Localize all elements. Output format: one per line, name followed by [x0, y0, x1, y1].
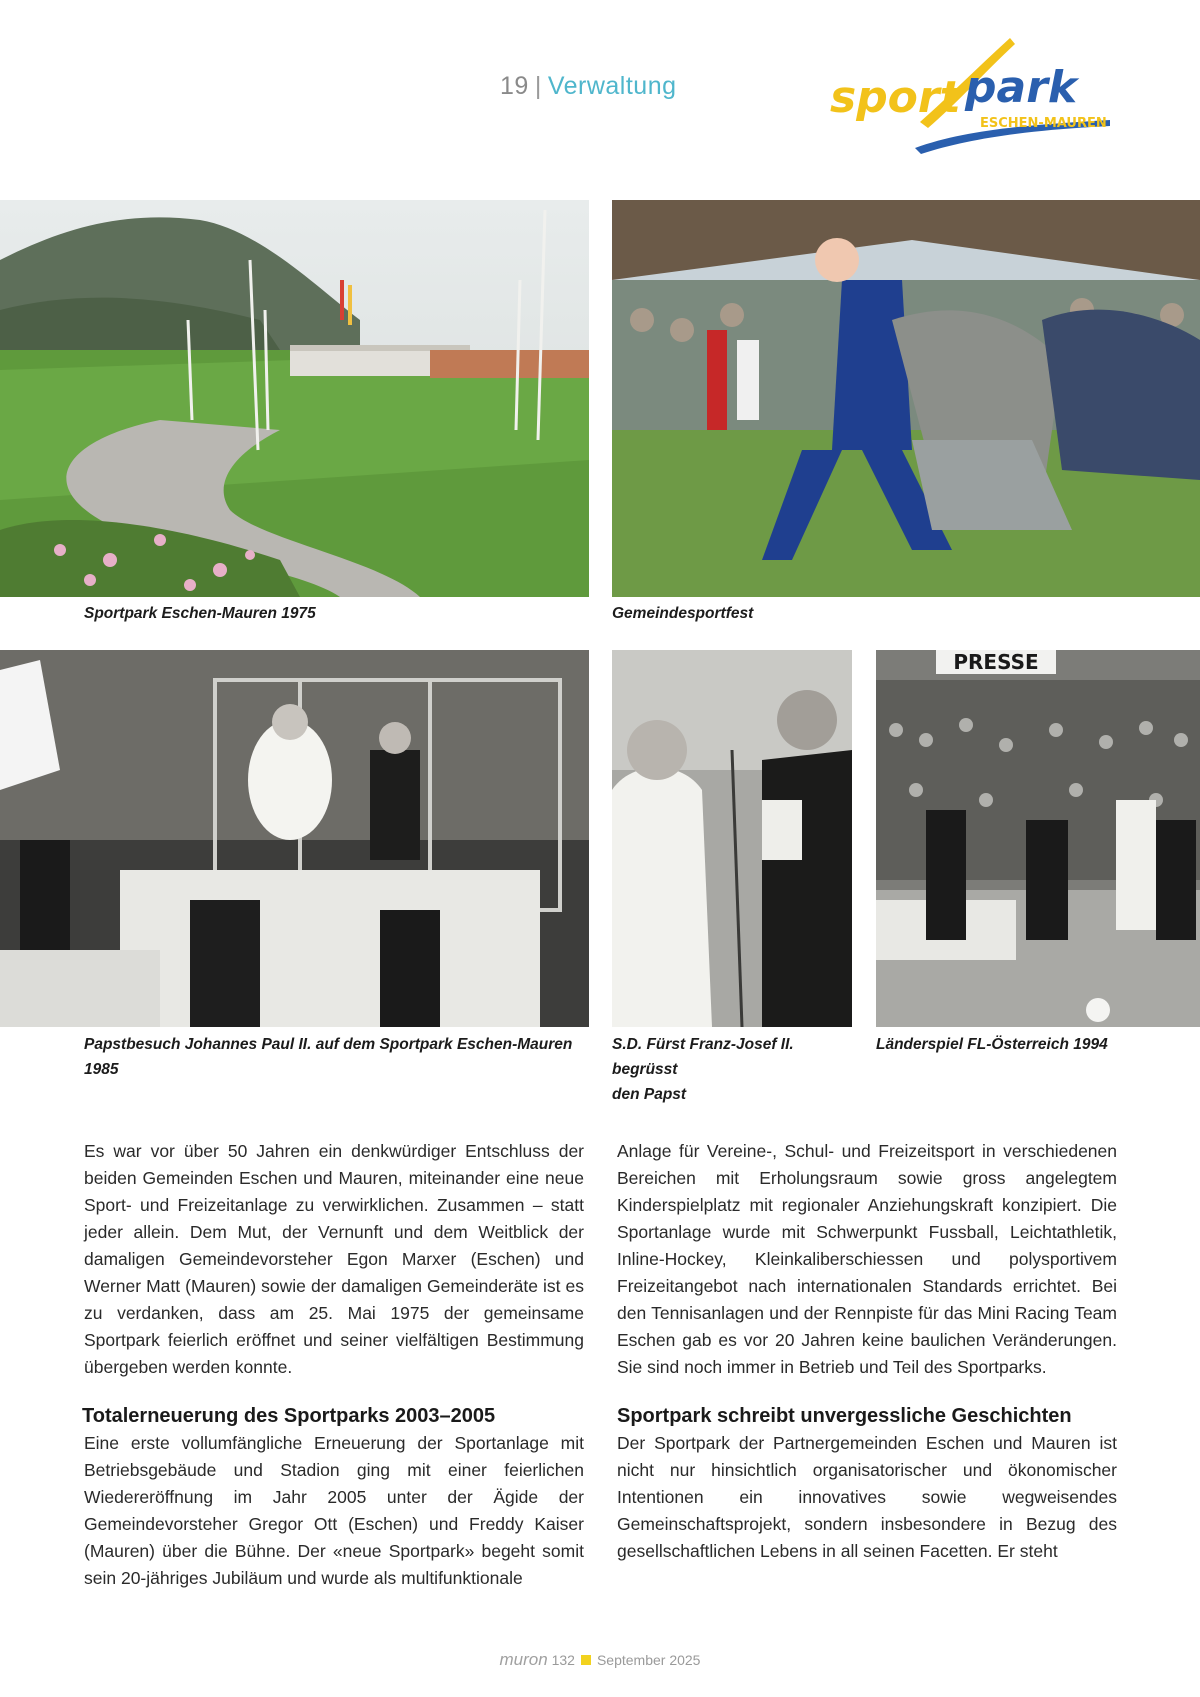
- caption-line: den Papst: [612, 1086, 687, 1103]
- page-number: 19: [500, 72, 529, 100]
- magazine-name: muron: [499, 1650, 548, 1669]
- logo-word-sport: sport: [830, 72, 961, 123]
- issue-date: September 2025: [596, 1652, 701, 1668]
- section-heading: Sportpark schreibt unvergessliche Geschichten: [617, 1405, 1072, 1427]
- photo-papstbesuch: [0, 650, 589, 1027]
- photo-caption-multiline: [84, 1032, 584, 1082]
- intro-paragraph: Es war vor über 50 Jahren ein denkwürdiger Entschluss der beiden Gemeinden Eschen und Mauren, miteinander eine neue Sport- und Freizeitanlage zu verwirklichen. Zusammen – statt jeder allein. Dem Mut, der Vernunft und dem Weitblick der damaligen Gemeindevorsteher Egon Marxer (Eschen) und Werner Matt (Mauren) sowie der damaligen Gemeinderäte ist es zu verdanken, dass am 25. Mai 1975 der gemeinsame Sportpark feierlich eröffnet und seiner vielfältigen Bestimmung übergeben werden konnte.: [84, 1141, 584, 1377]
- photo-fuerst-papst: [612, 650, 852, 1027]
- photo-caption: Gemeindesportfest: [612, 605, 754, 622]
- sportpark-logo: [825, 30, 1125, 160]
- continuation-paragraph: Anlage für Vereine-, Schul- und Freizeitsport in verschiedenen Bereichen mit Erholungsraum sowie gross angelegtem Kinderspielplatz mit regionaler Anziehungskraft konzipiert. Die Sportanlage wurde mit Schwerpunkt Fussball, Leichtathletik, Inline-Hockey, Kleinkaliberschiessen und polysportivem Freizeitangebot nach internationalen Standards errichtet. Bei den Tennisanlagen und der Rennpiste für das Mini Racing Team Eschen gab es vor 20 Jahren keine baulichen Veränderungen. Sie sind noch immer in Betrieb und Teil des Sportparks.: [617, 1141, 1117, 1377]
- right-column: [617, 1138, 1117, 1565]
- caption-line: S.D. Fürst Franz-Josef II. begrüsst: [612, 1036, 794, 1078]
- page-footer: [0, 1650, 1200, 1670]
- left-column: [84, 1138, 584, 1592]
- logo-word-park: park: [965, 62, 1078, 113]
- caption-line: Papstbesuch Johannes Paul II. auf dem Sportpark Eschen-Mauren: [84, 1036, 573, 1053]
- section-heading: Totalerneuerung des Sportparks 2003–2005: [82, 1405, 496, 1427]
- photo-caption-multiline: [612, 1032, 857, 1107]
- renewal-paragraph: Eine erste vollumfängliche Erneuerung der Sportanlage mit Betriebsgebäude und Stadion ging mit einer feierlichen Wiedereröffnung im Jahr 2005 unter der Ägide der Gemeindevorsteher Gregor Ott (Eschen) und Freddy Kaiser (Mauren) über die Bühne. Der «neue Sportpark» begeht somit sein 20-jähriges Jubiläum und wurde als multifunktionale: [84, 1433, 584, 1588]
- photo-caption: Länderspiel FL-Österreich 1994: [876, 1036, 1108, 1053]
- photo-sportpark-1975: [0, 200, 589, 597]
- photo-gemeindesportfest: [612, 200, 1200, 597]
- presse-sign-text: PRESSE: [953, 650, 1039, 674]
- logo-graphic: [825, 30, 1125, 160]
- section-title: Verwaltung: [547, 72, 677, 100]
- footer-square-icon: [581, 1655, 591, 1665]
- logo-tagline: ESCHEN-MAUREN: [980, 116, 1107, 131]
- page-header: [500, 72, 677, 101]
- photo-laenderspiel: [876, 650, 1200, 1027]
- history-paragraph: Der Sportpark der Partnergemeinden Eschen und Mauren ist nicht nur hinsichtlich organisatorischer und ökonomischer Intentionen ein innovatives sowie wegweisendes Gemeinschaftsprojekt, sondern insbesondere in Bezug des gesellschaftlichen Lebens in all seinen Facetten. Er steht: [617, 1433, 1117, 1561]
- issue-number: 132: [551, 1652, 575, 1668]
- caption-line: 1985: [84, 1061, 119, 1078]
- photo-caption: Sportpark Eschen-Mauren 1975: [84, 605, 316, 622]
- header-separator: |: [534, 72, 542, 100]
